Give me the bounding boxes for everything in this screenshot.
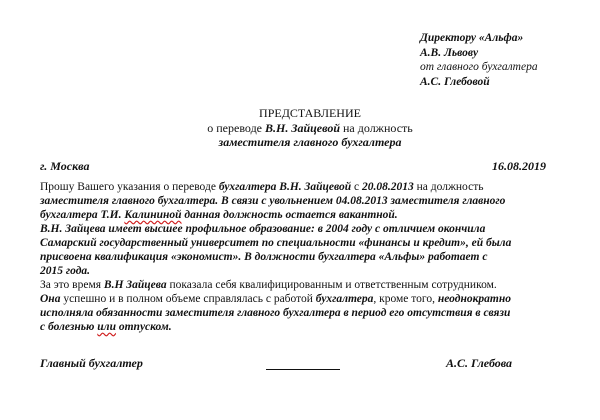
body-text-misspelled: или bbox=[97, 321, 116, 333]
body-text: , кроме того, bbox=[373, 293, 438, 305]
title-position: заместителя главного бухгалтера bbox=[218, 135, 402, 149]
document-body bbox=[40, 180, 560, 334]
title-subject-name: В.Н. Зайцевой bbox=[265, 120, 340, 135]
body-text: данная должность остается вакантной. bbox=[181, 209, 398, 221]
signature-role: Главный бухгалтер bbox=[40, 356, 143, 370]
body-line: заместителя главного бухгалтера. В связи с увольнением 04.08.2013 заместителя главного bbox=[40, 195, 506, 207]
body-text: на должность bbox=[413, 181, 484, 193]
addressee-sender: А.С. Глебовой bbox=[420, 75, 490, 88]
body-line bbox=[40, 292, 560, 306]
body-text: показала себя квалифицированным и ответственным сотрудником. bbox=[166, 279, 497, 291]
body-text-emph: бухгалтера В.Н. Зайцевой bbox=[218, 181, 352, 193]
body-text-emph: неоднократно bbox=[437, 293, 512, 305]
body-text-emph: Она bbox=[40, 293, 61, 305]
body-line bbox=[40, 320, 560, 334]
body-line bbox=[40, 208, 560, 222]
document-title bbox=[150, 106, 470, 150]
body-text: Прошу Вашего указания о переводе bbox=[40, 181, 219, 193]
signature-line bbox=[266, 369, 340, 370]
body-text: успешно и в полном объеме справлялась с работой bbox=[60, 293, 316, 305]
addressee-from-text: от главного бухгалтера bbox=[420, 61, 538, 73]
addressee-director: Директору «Альфа» bbox=[420, 32, 524, 44]
addressee-from bbox=[420, 60, 538, 75]
body-line: присвоена квалификация «экономист». В должности бухгалтера «Альфы» работает с bbox=[40, 251, 488, 263]
body-line bbox=[40, 180, 560, 194]
body-line: Самарский государственный университет по специальности «финансы и кредит», ей была bbox=[40, 237, 512, 249]
title-heading: ПРЕДСТАВЛЕНИЕ bbox=[259, 106, 361, 120]
body-line: исполняла обязанности заместителя главного бухгалтера в период его отсутствия в связи bbox=[40, 307, 511, 319]
date-label: 16.08.2019 bbox=[492, 159, 546, 173]
addressee-name: А.В. Львову bbox=[420, 46, 479, 59]
signature-name: А.С. Глебова bbox=[446, 356, 513, 370]
body-date: 20.08.2013 bbox=[362, 181, 414, 193]
title-subject-pre: о переводе bbox=[207, 120, 265, 135]
body-text-emph: В.Н Зайцева bbox=[103, 279, 167, 291]
title-subject-post: на должность bbox=[340, 120, 413, 135]
body-text: отпуском. bbox=[115, 321, 172, 333]
title-subject bbox=[150, 121, 470, 136]
body-text: с болезнью bbox=[40, 321, 98, 333]
body-text: За это время bbox=[40, 279, 104, 291]
body-text: с bbox=[351, 181, 363, 193]
body-text: бухгалтера Т.И. bbox=[40, 209, 125, 221]
body-line: В.Н. Зайцева имеет высшее профильное образование: в 2004 году с отличием окончила bbox=[40, 223, 486, 235]
addressee-block bbox=[420, 31, 538, 89]
place-label: г. Москва bbox=[40, 159, 90, 173]
body-line: 2015 года. bbox=[40, 265, 91, 277]
body-line bbox=[40, 278, 560, 292]
body-text-emph: бухгалтера bbox=[315, 293, 374, 305]
body-text-misspelled: Калининой bbox=[124, 209, 182, 221]
